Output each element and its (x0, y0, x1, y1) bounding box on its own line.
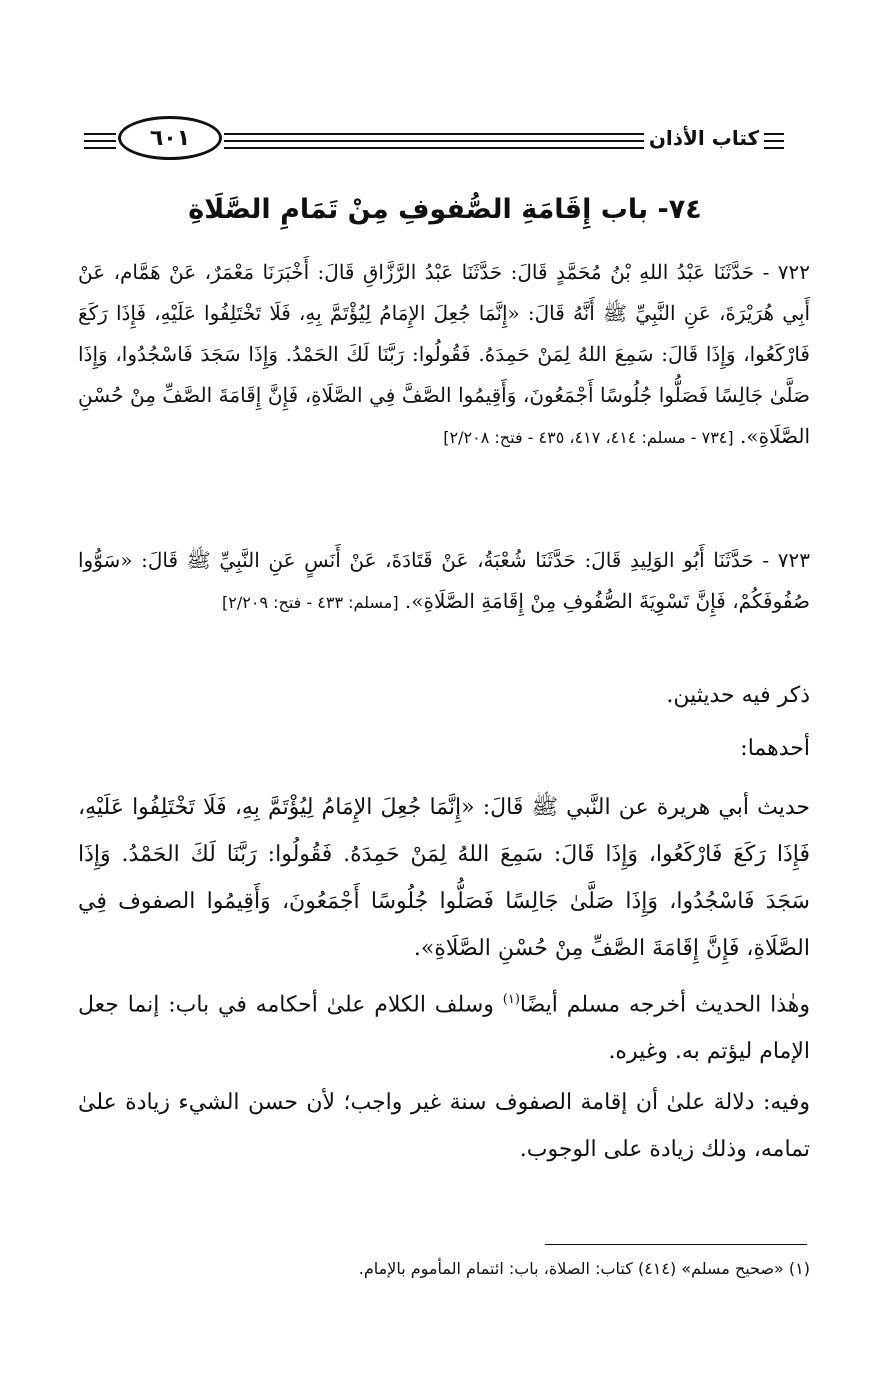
running-title: كتاب الأذان (644, 124, 764, 152)
page-number: ٦٠١ (118, 116, 222, 160)
commentary-paragraph: حديث أبي هريرة عن النَّبي ﷺ قَالَ: «إِنَّمَا جُعِلَ الإِمَامُ لِيُؤْتَمَّ بِهِ، فَلَا تَخْتَلِفُوا عَلَيْهِ، فَإِذَا رَكَعَ فَارْكَعُوا، وَإِذَا قَالَ: سَمِعَ اللهُ لِمَنْ حَمِدَهُ. فَقُولُوا: رَبَّنَا لَكَ الحَمْدُ. وَإِذَا سَجَدَ فَاسْجُدُوا، وَإِذَا صَلَّىٰ جَالِسًا فَصَلُّوا جُلُوسًا أَجْمَعُونَ، وَأَقِيمُوا الصفوف فِي الصَّلَاةِ، فَإِنَّ إِقَامَةَ الصَّفِّ مِنْ حُسْنِ الصَّلَاةِ». (78, 795, 810, 961)
hadith-723 (78, 540, 810, 623)
commentary-paragraph: وفيه: دلالة علىٰ أن إقامة الصفوف سنة غير واجب؛ لأن حسن الشيء زيادة علىٰ تمامه، وذلك زيادة على الوجوب. (78, 1090, 810, 1163)
header-rule (84, 147, 116, 149)
footnote: (١) «صحيح مسلم» (٤١٤) كتاب: الصلاة، باب: ائتمام المأموم بالإمام. (358, 1259, 810, 1278)
hadith-text: ٧٢٣ - حَدَّثَنَا أَبُو الوَلِيدِ قَالَ: حَدَّثَنَا شُعْبَةُ، عَنْ قَتَادَةَ، عَنْ أَنَسٍ عَنِ النَّبِيِّ ﷺ قَالَ: «سَوُّوا صُفُوفَكُمْ، فَإِنَّ تَسْوِيَةَ الصُّفُوفِ مِنْ إِقَامَةِ الصَّلَاةِ». (78, 548, 810, 613)
commentary (78, 672, 810, 1173)
commentary-paragraph: أحدهما: (740, 736, 810, 761)
header-rule (84, 140, 116, 142)
commentary-paragraph: ذكر فيه حديثين. (666, 683, 810, 708)
chapter-heading: ٧٤- باب إِقَامَةِ الصُّفوفِ مِنْ تَمَامِ الصَّلَاةِ (188, 194, 702, 225)
hadith-reference: [٧٣٤ - مسلم: ٤١٤، ٤١٧، ٤٣٥ - فتح: ٢/٢٠٨] (443, 428, 734, 447)
header-rule (224, 140, 702, 142)
footnote-marker[interactable]: (١) (502, 992, 520, 1007)
hadith-722 (78, 252, 810, 458)
commentary-paragraph (78, 976, 810, 1075)
hadith-text: ٧٢٢ - حَدَّثَنَا عَبْدُ اللهِ بْنُ مُحَمَّدٍ قَالَ: حَدَّثَنَا عَبْدُ الرَّزَّاقِ قَالَ: أَخْبَرَنَا مَعْمَرٌ، عَنْ هَمَّام، عَنْ أَبِي هُرَيْرَةَ، عَنِ النَّبِيِّ ﷺ أَنَّهُ قَالَ: «إِنَّمَا جُعِلَ الإِمَامُ لِيُؤْتَمَّ بِهِ، فَلَا تَخْتَلِفُوا عَلَيْهِ، فَإِذَا رَكَعَ فَارْكَعُوا، وَإِذَا قَالَ: سَمِعَ اللهُ لِمَنْ حَمِدَهُ. فَقُولُوا: رَبَّنَا لَكَ الحَمْدُ. وَإِذَا سَجَدَ فَاسْجُدُوا، وَإِذَا صَلَّىٰ جَالِسًا فَصَلُّوا جُلُوسًا أَجْمَعُونَ، وَأَقِيمُوا الصَّفَّ فِي الصَّلَاةِ، فَإِنَّ إِقَامَةَ الصَّفِّ مِنْ حُسْنِ الصَّلَاةِ». (78, 260, 810, 448)
hadith-reference: [مسلم: ٤٣٣ - فتح: ٢/٢٠٩] (222, 593, 399, 612)
header-rule (224, 147, 702, 149)
footnote-separator (545, 1244, 807, 1245)
page-header (84, 112, 806, 164)
commentary-text: وسلف الكلام علىٰ أحكامه في باب: إنما جعل الإمام ليؤتم به. وغيره. (78, 992, 810, 1065)
header-rule (84, 133, 116, 135)
header-rule (224, 133, 702, 135)
commentary-text: وهٰذا الحديث أخرجه مسلم أيضًا (519, 992, 811, 1018)
